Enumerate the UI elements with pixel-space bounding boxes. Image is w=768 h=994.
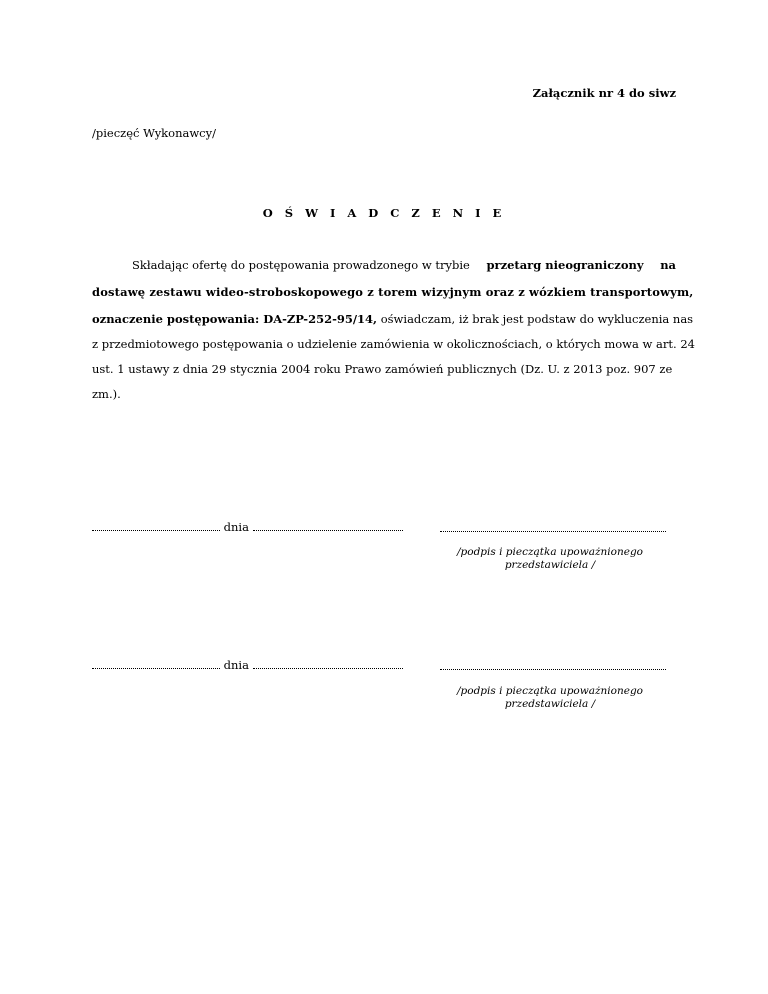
- body-line-6: zm.).: [92, 387, 121, 401]
- annex-label: Załącznik nr 4 do siwz: [532, 86, 676, 100]
- body-line-3: [92, 312, 694, 326]
- signature-caption-2: [450, 685, 650, 711]
- date-label: dnia: [223, 658, 249, 672]
- body-line-3-text: oświadczam, iż brak jest podstaw do wykluczenia nas: [380, 312, 694, 326]
- body-line-1: [92, 258, 676, 272]
- procedure-mode: przetarg nieograniczony: [486, 258, 644, 272]
- signature-caption-line-2: przedstawiciela /: [504, 559, 596, 571]
- place-dotted-line: [92, 658, 220, 669]
- body-line-1-na: na: [660, 258, 676, 272]
- date-dotted-line: [253, 658, 403, 669]
- body-line-4: z przedmiotowego postępowania o udzielenie zamówienia w okolicznościach, o których mowa w art. 24: [92, 337, 695, 351]
- signature-dotted-line-2: [440, 668, 666, 670]
- date-label: dnia: [223, 520, 249, 534]
- signature-caption-line-1: /podpis i pieczątka upoważnionego: [457, 685, 643, 697]
- signature-dotted-line-1: [440, 530, 666, 532]
- body-line-5: ust. 1 ustawy z dnia 29 stycznia 2004 roku Prawo zamówień publicznych (Dz. U. z 2013 poz. 907 ze: [92, 362, 673, 376]
- procedure-number: oznaczenie postępowania: DA-ZP-252-95/14,: [92, 312, 378, 326]
- document-title: O Ś W I A D C Z E N I E: [262, 206, 506, 220]
- place-dotted-line: [92, 520, 220, 531]
- body-line-2: [92, 285, 694, 299]
- signature-date-row-1: [92, 520, 403, 534]
- signature-caption-1: [450, 546, 650, 572]
- date-dotted-line: [253, 520, 403, 531]
- signature-date-row-2: [92, 658, 403, 672]
- contractor-stamp-label: /pieczęć Wykonawcy/: [92, 126, 216, 140]
- signature-caption-line-1: /podpis i pieczątka upoważnionego: [457, 546, 643, 558]
- subject-of-order: dostawę zestawu wideo-stroboskopowego z torem wizyjnym oraz z wózkiem transportowym,: [92, 285, 694, 299]
- signature-caption-line-2: przedstawiciela /: [504, 698, 596, 710]
- body-line-1-text: Składając ofertę do postępowania prowadzonego w trybie: [132, 258, 470, 272]
